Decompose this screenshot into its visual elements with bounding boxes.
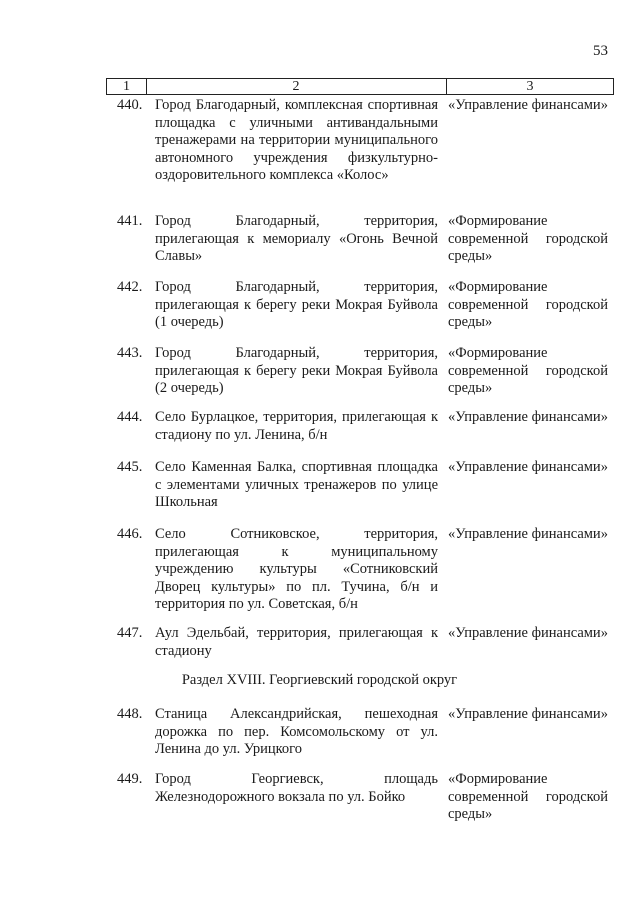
row-description: Село Бурлацкое, территория, прилегающая к стадиону по ул. Ленина, б/н (155, 409, 438, 443)
row-number: 449. (117, 771, 143, 787)
row-program: «Управление финансами» (448, 409, 608, 425)
page-number: 53 (593, 43, 608, 59)
row-program: «Управление финансами» (448, 625, 608, 641)
row-description: Город Благодарный, территория, прилегающая к мемориалу «Огонь Вечной Славы» (155, 213, 438, 265)
row-program: «Формирование современной городской среды» (448, 213, 608, 265)
row-description: Село Каменная Балка, спортивная площадка с элементами уличных тренажеров по улице Школьная (155, 459, 438, 511)
row-number: 446. (117, 526, 143, 542)
row-program: «Управление финансами» (448, 459, 608, 475)
row-program: «Управление финансами» (448, 706, 608, 722)
row-number: 441. (117, 213, 143, 229)
row-description: Город Благодарный, территория, прилегающая к берегу реки Мокрая Буйвола (1 очередь) (155, 279, 438, 331)
row-number: 444. (117, 409, 143, 425)
row-number: 442. (117, 279, 143, 295)
row-number: 445. (117, 459, 143, 475)
row-program: «Управление финансами» (448, 97, 608, 113)
row-description: Аул Эдельбай, территория, прилегающая к стадиону (155, 625, 438, 659)
row-program: «Формирование современной городской среды» (448, 345, 608, 397)
row-number: 440. (117, 97, 143, 113)
table-header-col1: 1 (107, 79, 147, 94)
table-header-col3: 3 (526, 79, 534, 94)
table-header-col2: 2 (146, 79, 447, 94)
row-number: 443. (117, 345, 143, 361)
section-title: Раздел XVIII. Георгиевский городской округ (181, 672, 458, 688)
row-number: 448. (117, 706, 143, 722)
row-program: «Формирование современной городской среды» (448, 771, 608, 823)
row-description: Город Благодарный, комплексная спортивная площадка с уличными антивандальными тренажерами на территории муниципального автономного учреждения физкультурно-оздоровительного комплекса «Колос» (155, 97, 438, 184)
row-program: «Управление финансами» (448, 526, 608, 542)
row-number: 447. (117, 625, 143, 641)
table-header (106, 78, 614, 95)
row-description: Село Сотниковское, территория, прилегающая к муниципальному учреждению культуры «Сотниковский Дворец культуры» по пл. Тучина, б/н и территория по ул. Советская, б/н (155, 526, 438, 613)
row-description: Город Георгиевск, площадь Железнодорожного вокзала по ул. Бойко (155, 771, 438, 805)
row-description: Город Благодарный, территория, прилегающая к берегу реки Мокрая Буйвола (2 очередь) (155, 345, 438, 397)
row-description: Станица Александрийская, пешеходная дорожка по пер. Комсомольскому от ул. Ленина до ул. Урицкого (155, 706, 438, 758)
row-program: «Формирование современной городской среды» (448, 279, 608, 331)
